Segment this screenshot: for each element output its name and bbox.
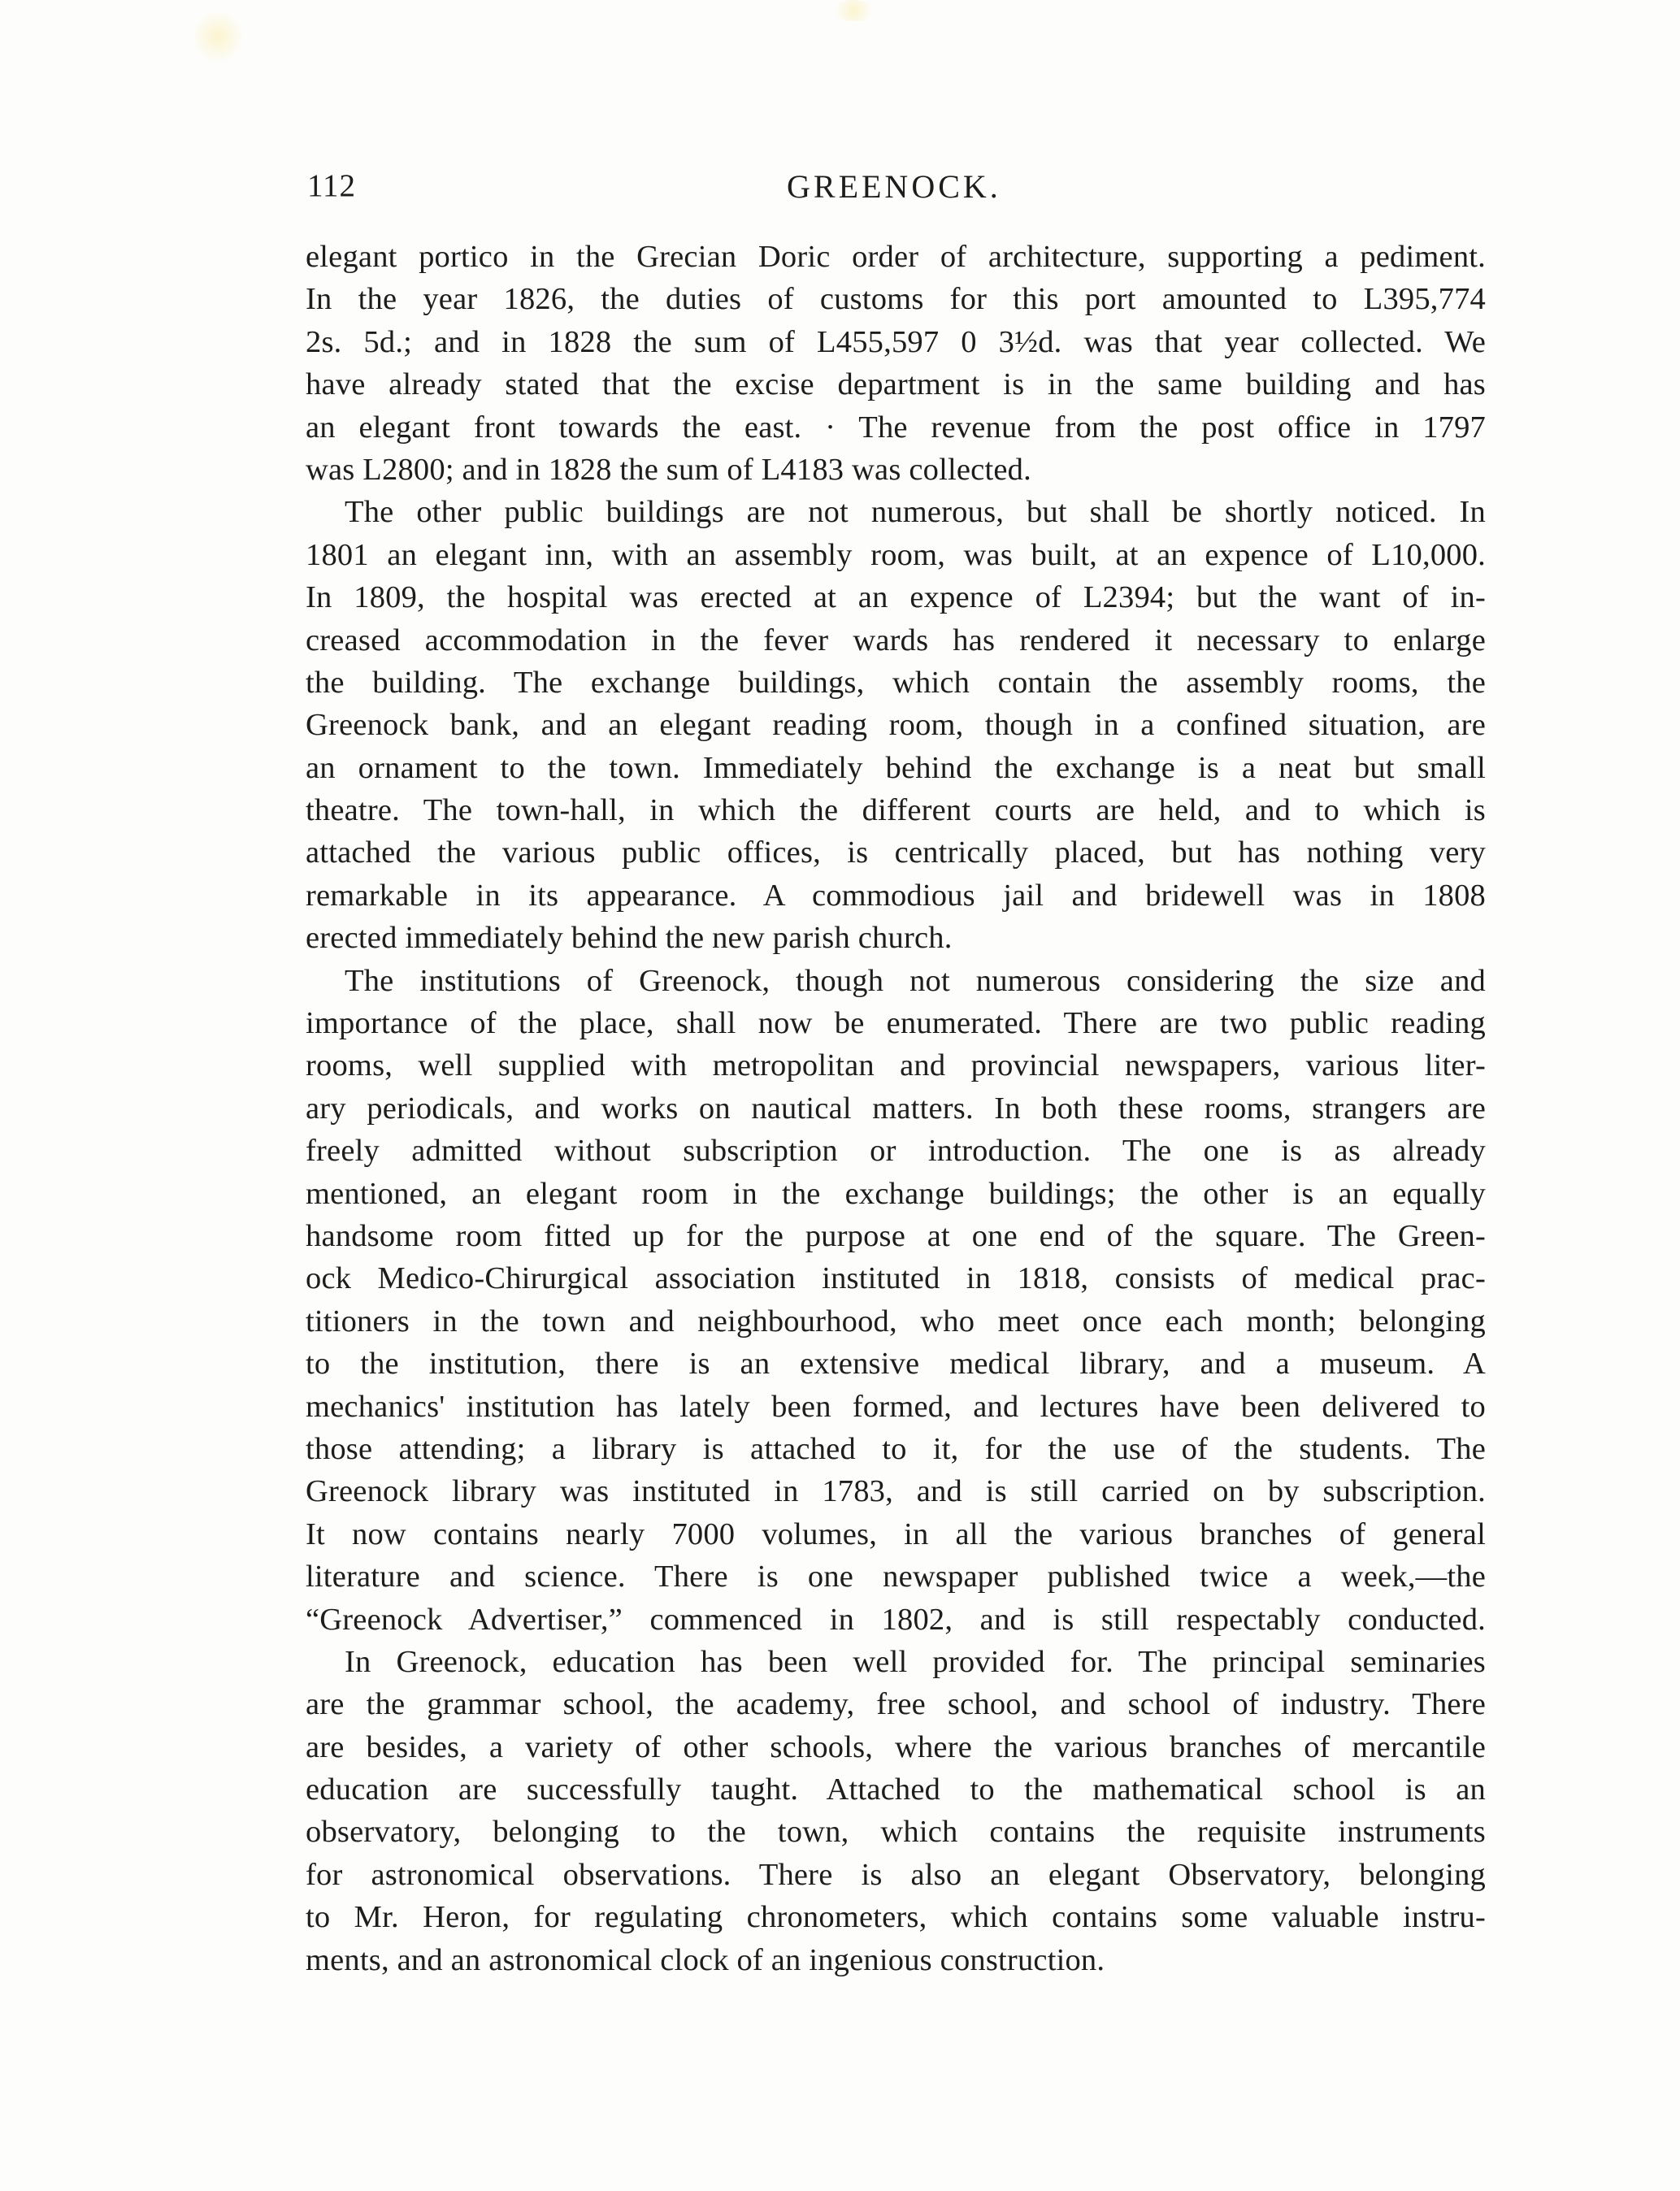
text-line: education are successfully taught. Attached to the mathematical school is an — [306, 1772, 1486, 1807]
text-line: literature and science. There is one newspaper published twice a week,—the — [306, 1560, 1486, 1594]
text-line: handsome room fitted up for the purpose at one end of the square. The Green- — [306, 1218, 1486, 1253]
running-title: GREENOCK. — [787, 168, 1001, 205]
text-line: importance of the place, shall now be enumerated. There are two public reading — [306, 1006, 1486, 1041]
text-line: titioners in the town and neighbourhood, who meet once each month; belonging — [306, 1304, 1486, 1338]
text-line: have already stated that the excise department is in the same building and has — [306, 367, 1486, 402]
text-line: ary periodicals, and works on nautical matters. In both these rooms, strangers are — [306, 1091, 1486, 1126]
text-line: mechanics' institution has lately been formed, and lectures have been delivered to — [306, 1389, 1486, 1424]
text-line: an ornament to the town. Immediately behind the exchange is a neat but small — [306, 750, 1486, 785]
text-line: The institutions of Greenock, though not numerous considering the size and — [345, 963, 1486, 998]
text-line: Greenock library was instituted in 1783, and is still carried on by subscription. — [306, 1474, 1486, 1509]
text-line: to Mr. Heron, for regulating chronometers, which contains some valuable instru- — [306, 1900, 1486, 1935]
paper-stain — [829, 0, 878, 21]
text-line: attached the various public offices, is centrically placed, but has nothing very — [306, 835, 1486, 870]
text-line: was L2800; and in 1828 the sum of L4183 was collected. — [306, 452, 1031, 487]
text-line: freely admitted without subscription or introduction. The one is as already — [306, 1134, 1486, 1169]
text-line: an elegant front towards the east. · The revenue from the post office in 1797 — [306, 410, 1486, 445]
text-line: creased accommodation in the fever wards has rendered it necessary to enlarge — [306, 623, 1486, 657]
text-line: The other public buildings are not numerous, but shall be shortly noticed. In — [345, 495, 1486, 530]
text-line: theatre. The town-hall, in which the different courts are held, and to which is — [306, 793, 1486, 828]
text-line: are the grammar school, the academy, free school, and school of industry. There — [306, 1687, 1486, 1722]
text-line: those attending; a library is attached to it, for the use of the students. The — [306, 1431, 1486, 1466]
text-line: elegant portico in the Grecian Doric order of architecture, supporting a pediment. — [306, 240, 1486, 274]
text-line: ments, and an astronomical clock of an ingenious construction. — [306, 1942, 1105, 1977]
page-header — [307, 163, 1486, 211]
text-line: Greenock bank, and an elegant reading room, though in a confined situation, are — [306, 708, 1486, 743]
page-number: 112 — [307, 168, 357, 203]
text-line: rooms, well supplied with metropolitan and provincial newspapers, various liter- — [306, 1048, 1486, 1083]
paper-stain — [193, 8, 242, 65]
text-line: “Greenock Advertiser,” commenced in 1802, and is still respectably conducted. — [306, 1602, 1486, 1637]
text-line: In 1809, the hospital was erected at an expence of L2394; but the want of in- — [306, 580, 1486, 615]
text-line: to the institution, there is an extensive medical library, and a museum. A — [306, 1347, 1486, 1382]
text-line: 2s. 5d.; and in 1828 the sum of L455,597 0 3½d. was that year collected. We — [306, 324, 1486, 359]
text-line: are besides, a variety of other schools, where the various branches of mercantile — [306, 1729, 1486, 1764]
text-line: erected immediately behind the new parish church. — [306, 921, 953, 956]
text-line: observatory, belonging to the town, which contains the requisite instruments — [306, 1815, 1486, 1850]
text-line: remarkable in its appearance. A commodious jail and bridewell was in 1808 — [306, 878, 1486, 913]
text-line: ock Medico-Chirurgical association instituted in 1818, consists of medical prac- — [306, 1261, 1486, 1296]
text-line: for astronomical observations. There is also an elegant Observatory, belonging — [306, 1857, 1486, 1892]
text-line: 1801 an elegant inn, with an assembly room, was built, at an expence of L10,000. — [306, 537, 1486, 572]
text-line: the building. The exchange buildings, which contain the assembly rooms, the — [306, 665, 1486, 700]
body-text — [306, 236, 1486, 1981]
text-line: In Greenock, education has been well provided for. The principal seminaries — [345, 1644, 1486, 1679]
text-line: In the year 1826, the duties of customs for this port amounted to L395,774 — [306, 282, 1486, 317]
text-line: mentioned, an elegant room in the exchange buildings; the other is an equally — [306, 1176, 1486, 1211]
text-line: It now contains nearly 7000 volumes, in all the various branches of general — [306, 1516, 1486, 1551]
